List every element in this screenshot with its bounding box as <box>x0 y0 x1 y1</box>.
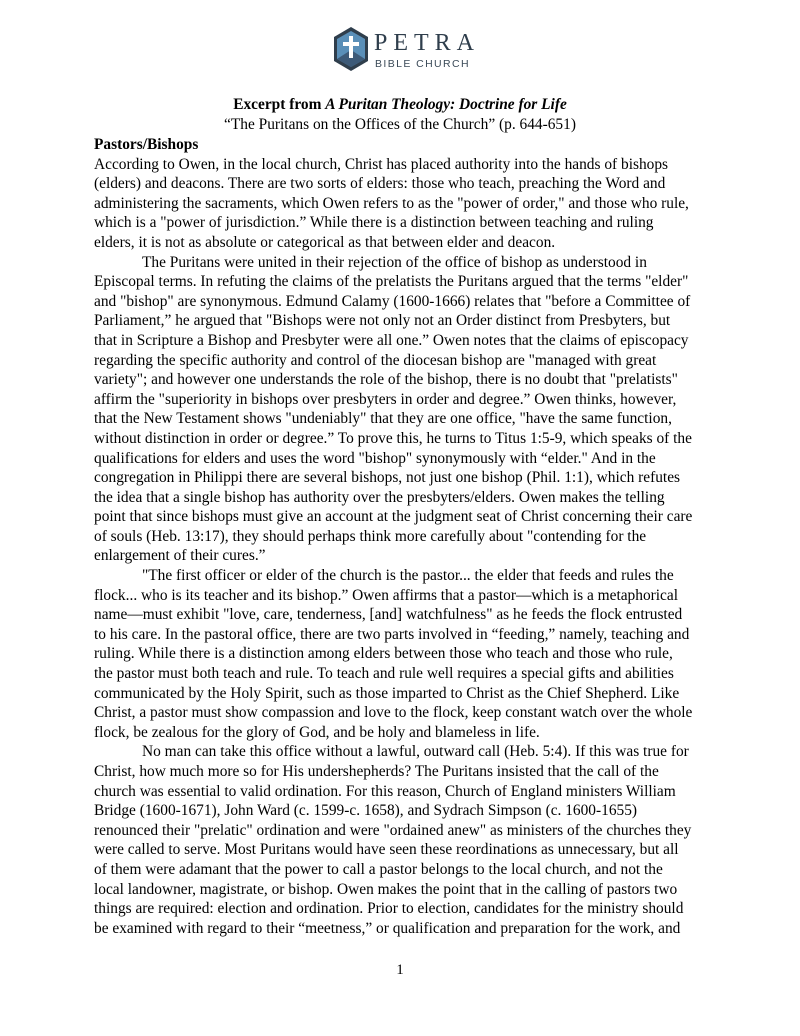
text-line: elders, it is not as absolute or categorical as that between elder and deacon. <box>94 233 556 251</box>
text-line: were called to serve. Most Puritans would have seen these reordinations as unnecessary, but all <box>94 841 679 859</box>
text-line: regarding the specific authority and control of the diocesan bishop are "managed with great <box>94 351 657 369</box>
text-line: without distinction in order or degree.” To prove this, he turns to Titus 1:5-9, which speaks of the <box>94 429 692 447</box>
section-heading: Pastors/Bishops <box>94 136 199 153</box>
text-line: congregation in Philippi there are several bishops, not just one bishop (Phil. 1:1), which refutes <box>94 469 681 487</box>
text-line: Bridge (1600-1671), John Ward (c. 1599-c. 1658), and Sydrach Simpson (c. 1600-1655) <box>94 802 638 820</box>
text-line: Christ, how much more so for His undershepherds? The Puritans insisted that the call of the <box>94 763 659 780</box>
text-line: and "bishop" are synonymous. Edmund Calamy (1600-1666) relates that "before a Committee of <box>94 292 691 310</box>
text-line: Christ, a pastor must show compassion and love to the flock, keep constant watch over the whole <box>94 704 693 722</box>
logo-wordmark: PETRA <box>374 30 481 56</box>
text-line: be examined with regard to their “meetness,” or qualification and preparation for the work, and <box>94 919 681 937</box>
text-line: The Puritans were united in their rejection of the office of bishop as understood in <box>142 253 647 271</box>
text-line: the pastor must both teach and rule. To teach and rule well requires a special gifts and abilities <box>94 665 674 683</box>
text-line: of them were adamant that the power to call a pastor belongs to the local church, and not the <box>94 860 663 878</box>
text-line: that the New Testament shows "undeniably" that they are one office, "have the same function, <box>94 410 672 428</box>
text-line: affirm the "superiority in bishops over presbyters in order and degree.” Owen thinks, however, <box>94 390 677 408</box>
text-line: Parliament,” he argued that "Bishops were not only not an Order distinct from Presbyters, but <box>94 312 671 330</box>
excerpt-title-prefix: Excerpt from <box>233 96 326 113</box>
paragraph-lines <box>94 155 714 939</box>
church-logo <box>332 26 481 74</box>
text-line: According to Owen, in the local church, Christ has placed authority into the hands of bishops <box>94 155 669 173</box>
page-number: 1 <box>396 962 404 978</box>
text-line: No man can take this office without a lawful, outward call (Heb. 5:4). If this was true for <box>142 743 689 761</box>
text-line: ruling. While there is a distinction among elders between those who teach and those who rule, <box>94 645 673 663</box>
text-line: communicated by the Holy Spirit, such as those imparted to Christ as the Chief Shepherd. Like <box>94 684 680 702</box>
text-line: enlargement of their cures.” <box>94 547 266 565</box>
text-line: things are required: election and ordination. Prior to election, candidates for the ministry should <box>94 900 684 918</box>
excerpt-title <box>0 96 800 114</box>
text-line: to his care. In the pastoral office, there are two parts involved in “feeding,” namely, teaching and <box>94 625 690 643</box>
text-line: local landowner, magistrate, or bishop. Owen makes the point that in the calling of pastors two <box>94 880 678 898</box>
text-line: church was essential to valid ordination. For this reason, Church of England ministers William <box>94 782 676 800</box>
text-line: variety"; and however one understands the role of the bishop, there is no doubt that "prelatists" <box>94 371 678 389</box>
text-line: flock... who is its teacher and its bishop.” Owen affirms that a pastor—which is a metaphorical <box>94 586 678 604</box>
book-title: A Puritan Theology: Doctrine for Life <box>325 96 567 113</box>
text-line: administering the sacraments, which Owen refers to as the "power of order," and those who rule, <box>94 194 689 212</box>
text-line: of souls (Heb. 13:17), they should perhaps think more carefully about "contending for the <box>94 527 647 545</box>
text-line: which is a "power of jurisdiction.” While there is a distinction between teaching and ruling <box>94 214 654 232</box>
cross-badge-icon <box>332 26 370 72</box>
excerpt-subtitle: “The Puritans on the Offices of the Church” (p. 644-651) <box>224 116 576 133</box>
text-line: qualifications for elders and uses the word "bishop" synonymously with “elder." And in the <box>94 449 656 467</box>
text-line: (elders) and deacons. There are two sorts of elders: those who teach, preaching the Word and <box>94 175 666 193</box>
logo-subtitle: BIBLE CHURCH <box>375 58 470 70</box>
text-line: name—must exhibit "love, care, tenderness, [and] watchfulness" as he feeds the flock entrusted <box>94 606 683 624</box>
text-line: "The first officer or elder of the church is the pastor... the elder that feeds and rules the <box>142 567 674 585</box>
text-line: point that since bishops must give an account at the judgment seat of Christ concerning their care <box>94 508 693 526</box>
document-body <box>94 135 714 938</box>
text-line: Episcopal terms. In refuting the claims of the prelatists the Puritans argued that the terms "elder" <box>94 273 689 291</box>
text-line: the idea that a single bishop has authority over the presbyters/elders. Owen makes the telling <box>94 488 665 506</box>
text-line: renounced their "prelatic" ordination and were "ordained anew" as ministers of the churches they <box>94 821 692 839</box>
text-line: that in Scripture a Bishop and Presbyter were all one.” Owen notes that the claims of episcopacy <box>94 331 689 349</box>
text-line: flock, be zealous for the glory of God, and be holy and blameless in life. <box>94 723 540 741</box>
